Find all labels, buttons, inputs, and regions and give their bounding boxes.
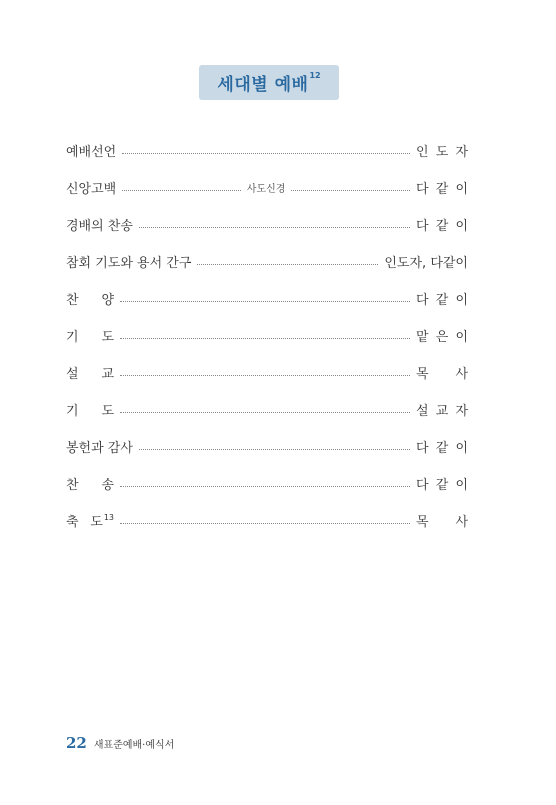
list-item [66,169,468,206]
item-footnote: 13 [103,513,114,522]
page-number: 22 [66,734,87,752]
item-label [66,363,114,382]
item-label [66,474,114,493]
item-role-char: 이 [455,478,468,493]
list-item [66,206,468,243]
item-role [416,400,468,419]
item-role-char: 은 [435,330,449,345]
leader-dots [120,300,410,302]
item-role-char: 설 [416,404,429,419]
list-item [66,132,468,169]
item-label-char: 도 [101,330,114,345]
item-label: 경배의 찬송 [66,219,133,234]
item-role [416,215,468,234]
item-middle-text: 사도신경 [246,184,286,195]
item-label-char: 송 [101,478,114,493]
item-label-char: 도 [101,404,114,419]
book-title: 새표준예배·예식서 [93,740,175,751]
item-role-char: 다 [416,293,429,308]
item-role [416,363,468,382]
item-label-char: 찬 [66,293,79,308]
leader-dots [291,189,410,191]
item-role-char: 맡 [416,330,429,345]
item-role [416,474,468,493]
leader-dots [122,189,241,191]
item-label: 신앙고백 [66,182,117,197]
order-of-worship-list [66,132,468,539]
item-role-char: 자 [455,404,468,419]
item-label [66,511,114,530]
item-label [66,400,114,419]
item-label-char: 도$^{13}$ [90,513,114,530]
item-label-char: 양 [101,293,114,308]
item-role-char: 이 [455,219,468,234]
item-label-char: 축 [66,515,79,530]
item-role [416,289,468,308]
item-label-char: 기 [66,330,79,345]
item-role-char: 인 [416,145,429,160]
item-role-char: 이 [455,293,468,308]
page-footer [66,734,174,752]
list-item [66,465,468,502]
item-role-char: 다 [416,219,429,234]
item-role-char: 이 [455,182,468,197]
item-role-char: 다 [416,441,429,456]
item-role [416,511,468,530]
item-label: 예배선언 [66,145,117,160]
leader-dots [122,152,410,154]
item-role-char: 이 [455,441,468,456]
list-item [66,280,468,317]
item-label-char: 기 [66,404,79,419]
item-role-char: 같 [435,478,449,493]
item-role-char: 자 [455,145,468,160]
list-item [66,317,468,354]
item-role-char: 도 [435,145,449,160]
item-role-char: 다 [416,478,429,493]
item-role-char: 목 [416,367,429,382]
item-role [416,178,468,197]
leader-dots [120,374,410,376]
item-role-char: 사 [455,367,468,382]
leader-dots [139,226,410,228]
item-label: 봉헌과 감사 [66,441,133,456]
list-item [66,243,468,280]
item-label [66,289,114,308]
leader-dots [139,448,410,450]
list-item [66,354,468,391]
item-label-char: 찬 [66,478,79,493]
item-role-char: 같 [435,219,449,234]
leader-dots [120,522,410,524]
item-label: 참회 기도와 용서 간구 [66,256,192,271]
item-role [416,326,468,345]
item-label [66,326,114,345]
list-item [66,502,468,539]
item-role-char: 이 [455,330,468,345]
item-role [416,141,468,160]
item-role-char: 사 [455,515,468,530]
list-item [66,391,468,428]
item-label-char: 교 [101,367,114,382]
list-item [66,428,468,465]
item-role-char: 목 [416,515,429,530]
item-role-char: 교 [435,404,449,419]
leader-dots [120,411,410,413]
item-role: 인도자, 다같이 [384,256,468,271]
section-title [199,65,339,100]
item-role-char: 같 [435,182,449,197]
leader-dots [120,337,410,339]
section-title-footnote: 12 [309,71,321,80]
leader-dots [120,485,410,487]
leader-dots [197,263,378,265]
item-role-char: 다 [416,182,429,197]
section-title-text: 세대별 예배 [217,75,309,95]
item-label-char: 설 [66,367,79,382]
item-role-char: 같 [435,441,449,456]
item-role-char: 같 [435,293,449,308]
item-role [416,437,468,456]
